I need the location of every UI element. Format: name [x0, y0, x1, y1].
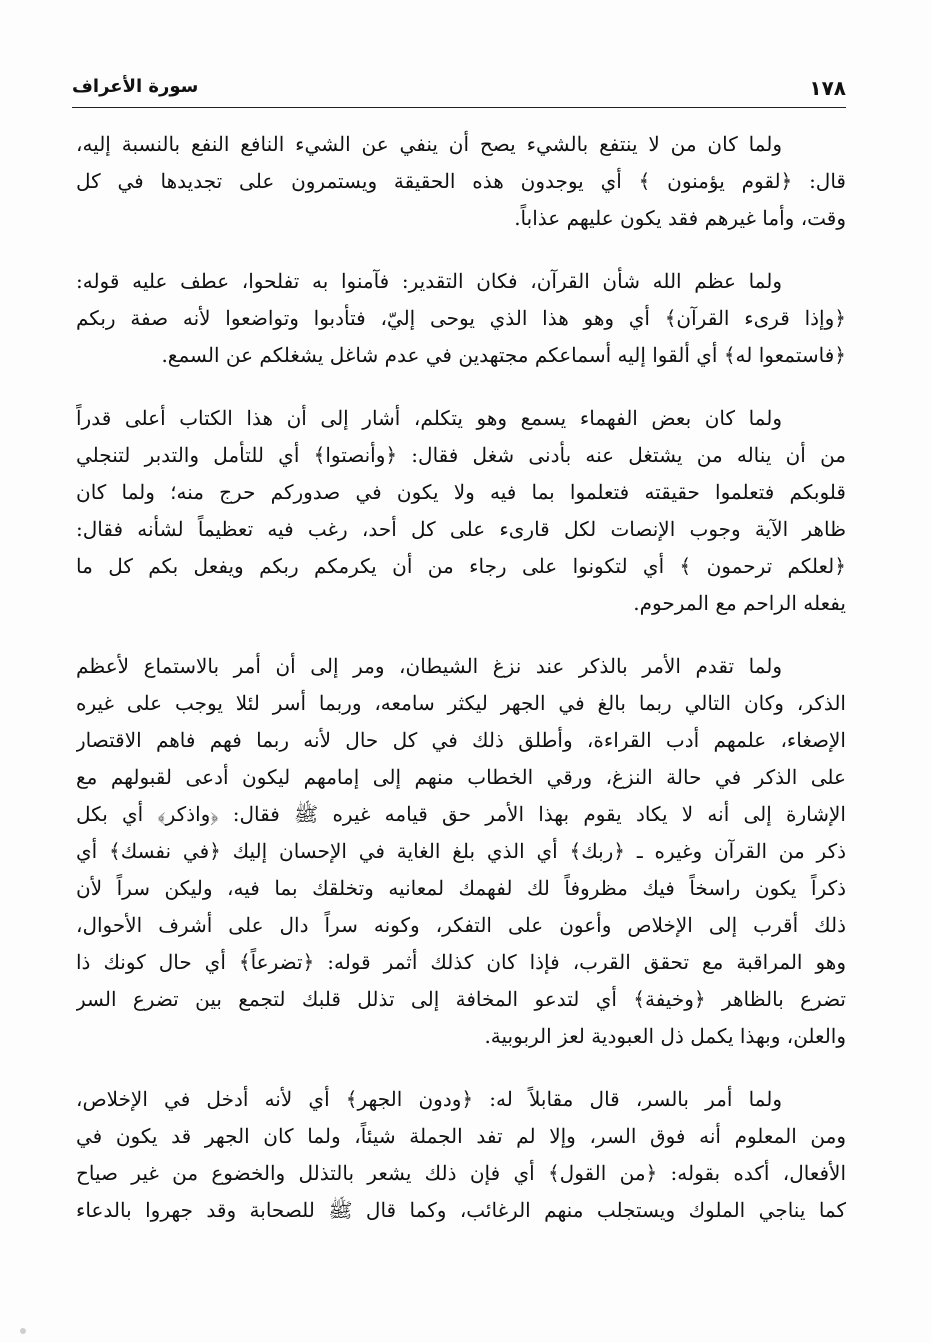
- text-line: ذكراً يكون راسخاً فيك مظروفاً لك لفهمك لمعانيه وتخلقك بما فيه، وليكن سراً لأن: [76, 876, 846, 900]
- text-line: ولما كان من لا ينتفع بالشيء يصح أن ينفي عن الشيء النافع النفع بالنسبة إليه،: [76, 132, 782, 156]
- text-line: من أن يناله من يشتغل عنه بأدنى شغل فقال: ﴿وأنصتوا﴾ أي للتأمل والتدبر لتنجلي: [76, 443, 846, 467]
- text-line: الأفعال، أكده بقوله: ﴿من القول﴾ أي فإن ذلك يشعر بالتذلل والخضوع من غير صياح: [76, 1161, 846, 1185]
- text-line: ﴿فاستمعوا له﴾ أي ألقوا إليه أسماعكم مجتهدين في عدم شاغل يشغلكم عن السمع.: [161, 343, 846, 367]
- text-line: ولما كان بعض الفهماء يسمع وهو يتكلم، أشار إلى أن هذا الكتاب أعلى قدراً: [76, 406, 782, 430]
- page-number: ١٧٨: [809, 76, 846, 100]
- text-line: تضرع بالظاهر ﴿وخيفة﴾ أي لتدعو المخافة إلى تذلل قلبك لتجمع بين تضرع السر: [76, 987, 846, 1011]
- text-line: وقت، وأما غيرهم فقد يكون عليهم عذاباً.: [514, 206, 846, 230]
- scan-dot: [20, 1328, 26, 1334]
- text-line: ولما أمر بالسر، قال مقابلاً له: ﴿ودون الجهر﴾ أي لأنه أدخل في الإخلاص،: [76, 1087, 782, 1111]
- text-line: الذكر، وكان التالي ربما بالغ في الجهر ليكثر سامعه، وربما أسر لئلا يوجب على غيره: [76, 691, 846, 715]
- text-line: يفعله الراحم مع المرحوم.: [633, 591, 846, 615]
- text-line: ذلك أقرب إلى الإخلاص وأعون على التفكر، وكونه سراً دال على أشرف الأحوال،: [76, 913, 846, 937]
- text-line: ﴿وإذا قرىء القرآن﴾ أي وهو هذا الذي يوحى إليّ، فتأدبوا وتواضعوا لأنه صفة ربكم: [76, 306, 846, 330]
- text-line: على الذكر في حالة النزغ، ورقي الخطاب منهم إلى إمامهم ليكون أدعى لقبولهم مع: [76, 765, 846, 789]
- surah-title: سورة الأعراف: [72, 76, 199, 97]
- paragraph-3: [76, 400, 846, 622]
- paragraph-4: [76, 648, 846, 1055]
- text-line: ظاهر الآية وجوب الإنصات لكل قارىء على كل أحد، رغب فيه تعظيماً لشأنه فقال:: [76, 517, 846, 541]
- text-line: وهو المراقبة مع تحقق القرب، فإذا كان كذلك أثمر قوله: ﴿تضرعاً﴾ أي حال كونك ذا: [76, 950, 846, 974]
- text-line: قلوبكم فتعلموا حقيقته فتعلموا بما فيه ولا يكون في صدوركم حرج منه؛ ولما كان: [76, 480, 846, 504]
- text-line: ومن المعلوم أنه فوق السر، وإلا لم تفد الجملة شيئاً، ولما كان الجهر قد يكون في: [76, 1124, 846, 1148]
- text-line: والعلن، وبهذا يكمل ذل العبودية لعز الربوبية.: [484, 1024, 846, 1048]
- paragraph-1: [76, 126, 846, 237]
- text-line: ولما تقدم الأمر بالذكر عند نزغ الشيطان، ومر إلى أن أمر بالاستماع لأعظم: [76, 654, 782, 678]
- page-header: [72, 70, 846, 104]
- text-line: ذكر من القرآن وغيره ـ ﴿ربك﴾ أي الذي بلغ الغاية في الإحسان إليك ﴿في نفسك﴾ أي: [76, 839, 846, 863]
- header-rule: [72, 107, 846, 108]
- text-line: كما يناجي الملوك ويستجلب منهم الرغائب، وكما قال ﷺ للصحابة وقد جهروا بالدعاء: [76, 1198, 846, 1222]
- body-text: [76, 126, 846, 1255]
- paragraph-2: [76, 263, 846, 374]
- text-line: ﴿لعلكم ترحمون ﴾ أي لتكونوا على رجاء من أن يكرمكم ربكم ويفعل بكم كل ما: [76, 554, 846, 578]
- text-line: الإصغاء، علمهم أدب القراءة، وأطلق ذلك في كل حال لأنه ربما فهم فاهم الاقتصار: [76, 728, 846, 752]
- text-line: ولما عظم الله شأن القرآن، فكان التقدير: فآمنوا به تفلحوا، عطف عليه قوله:: [76, 269, 782, 293]
- paragraph-5: [76, 1081, 846, 1229]
- text-line: الإشارة إلى أنه لا يكاد يقوم بهذا الأمر حق قيامه غيره ﷺ فقال: ﴿واذكر﴾ أي بكل: [76, 802, 846, 826]
- text-line: قال: ﴿لقوم يؤمنون ﴾ أي يوجدون هذه الحقيقة ويستمرون على تجديدها في كل: [76, 169, 846, 193]
